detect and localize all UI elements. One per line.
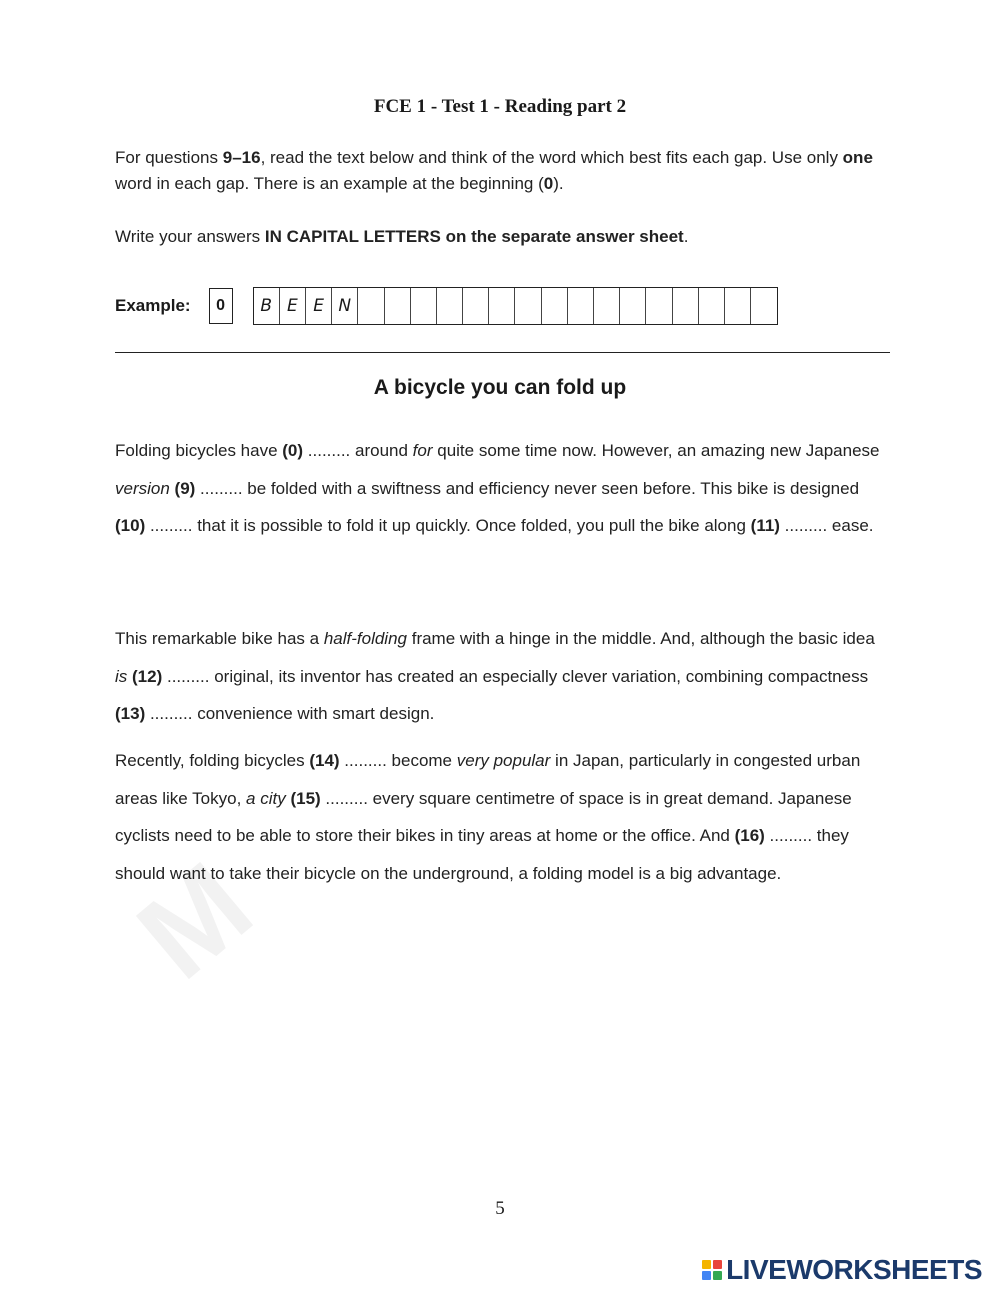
liveworksheets-brand[interactable] <box>702 1255 982 1285</box>
gap-13-label: (13) <box>115 704 146 723</box>
paragraph-2: This remarkable bike has a half-folding frame with a hinge in the middle. And, although the basic idea is (12) ......... original, its inventor has created an especially clever variation, combining compactness (13) ......... convenience with smart design. <box>115 629 875 723</box>
example-answer-cell <box>515 288 541 324</box>
example-answer-cell <box>568 288 594 324</box>
example-answer-cell: N <box>332 288 358 324</box>
example-answer-cell <box>463 288 489 324</box>
logo-square <box>702 1260 711 1269</box>
example-answer-cell <box>358 288 384 324</box>
logo-square <box>713 1260 722 1269</box>
gap-9-label: (9) <box>174 478 196 498</box>
instructions-line-1: For questions 9–16, read the text below and think of the word which best fits each gap. Use only one word in each gap. There is an example at the beginning (0). <box>115 148 873 193</box>
paragraph-1: Folding bicycles have (0) ......... around for quite some time now. However, an amazing new Japanese version (9) ......... be folded with a swiftness and efficiency never seen before. This bike is designed (10) ......... that it is possible to fold it up quickly. Once folded, you pull the bike along (11) ......... ease. <box>115 441 880 535</box>
example-answer-cell: B <box>254 288 280 324</box>
gap-14-label: (14) <box>309 751 340 770</box>
example-answer-cell <box>620 288 646 324</box>
example-answer-cell <box>411 288 437 324</box>
gap-10-label: (10) <box>115 516 146 535</box>
liveworksheets-wordmark: LIVEWORKSHEETS <box>726 1254 982 1285</box>
example-answer-cell <box>489 288 515 324</box>
example-row <box>115 286 778 326</box>
example-number-box: 0 <box>209 288 233 324</box>
gap-15-label: (15) <box>290 788 321 808</box>
logo-square <box>713 1271 722 1280</box>
page-number: 5 <box>495 1198 505 1219</box>
example-answer-cell <box>594 288 620 324</box>
example-answer-cell <box>673 288 699 324</box>
example-answer-cell: E <box>306 288 332 324</box>
gap-11-label: (11) <box>750 516 780 535</box>
example-answer-cell <box>385 288 411 324</box>
example-answer-cell <box>751 288 777 324</box>
divider-line <box>115 352 890 353</box>
paragraph-3: Recently, folding bicycles (14) ......... become very popular in Japan, particularly in congested urban areas like Tokyo, a city (15) ......... every square centimetre of space is in great demand. Japanese cyclists need to be able to store their bikes in tiny areas at home or the office. And (16) ......... they should want to take their bicycle on the underground, a folding model is a big advantage. <box>115 751 861 883</box>
logo-square <box>702 1271 711 1280</box>
example-answer-cell <box>646 288 672 324</box>
example-label: Example: <box>115 296 191 315</box>
gap-0-label: (0) <box>282 441 304 460</box>
example-answer-grid <box>253 287 779 325</box>
example-answer-cell: E <box>280 288 306 324</box>
example-answer-cell <box>699 288 725 324</box>
page-title: FCE 1 - Test 1 - Reading part 2 <box>373 96 627 117</box>
instructions-line-2: Write your answers IN CAPITAL LETTERS on the separate answer sheet. <box>115 227 689 246</box>
story-title: A bicycle you can fold up <box>373 376 627 399</box>
watermark: M <box>113 837 276 1005</box>
example-answer-cell <box>542 288 568 324</box>
gap-16-label: (16) <box>734 826 765 845</box>
gap-12-label: (12) <box>132 666 163 686</box>
liveworksheets-logo-icon <box>702 1260 722 1280</box>
example-answer-cell <box>725 288 751 324</box>
example-answer-cell <box>437 288 463 324</box>
